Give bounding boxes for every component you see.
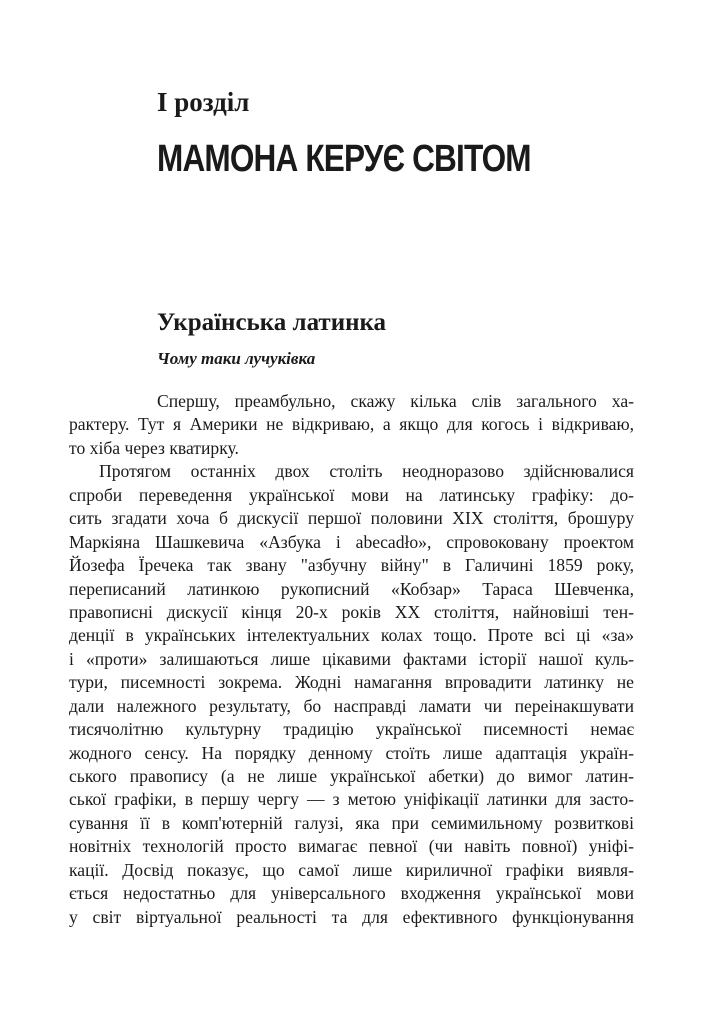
- text-line: спроби переведення української мови на латинську графіку: до-: [69, 484, 634, 505]
- paragraph: [69, 390, 634, 460]
- text-line: тури, писемності зокрема. Жодні намагання впровадити латинку не: [69, 672, 634, 693]
- text-line: кації. Досвід показує, що самої лише кириличної графіки виявля-: [69, 859, 634, 880]
- section-subtitle: Чому таки лучуківка: [157, 349, 316, 368]
- text-line: Спершу, преамбульно, скажу кілька слів загального ха-: [157, 391, 634, 411]
- text-line: правописні дискусії кінця 20-х років XX століття, найновіші тен-: [69, 601, 634, 622]
- paragraph: [69, 460, 634, 929]
- body-text: [69, 390, 634, 929]
- text-line: сування її в комп'ютерній галузі, яка при семимильному розвиткові: [69, 812, 634, 833]
- text-line: дали належного результату, бо насправді ламати чи переінакшувати: [69, 695, 634, 716]
- text-line: і «проти» залишаються лише цікавими фактами історії нашої куль-: [69, 648, 634, 669]
- text-line: переписаний латинкою рукописний «Кобзар» Тараса Шевченка,: [69, 578, 634, 599]
- text-line: ської графіки, в першу чергу — з метою уніфікації латинки для засто-: [69, 789, 634, 810]
- text-line: рактеру. Тут я Америки не відкриваю, а якщо для когось і відкриваю,: [69, 414, 634, 435]
- text-line: Протягом останніх двох століть неодноразово здійснювалися: [99, 461, 634, 482]
- chapter-label: І розділ: [157, 87, 250, 117]
- text-line: жодного сенсу. На порядку денному стоїть лише адаптація україн-: [69, 742, 634, 763]
- chapter-title: МАМОНА КЕРУЄ СВІТОМ: [157, 138, 531, 180]
- text-line: сить згадати хоча б дискусії першої половини XIX століття, брошуру: [69, 508, 634, 529]
- text-line: тисячолітню культурну традицію української писемності немає: [69, 719, 634, 740]
- text-line: ського правопису (а не лише української абетки) до вимог латин-: [69, 766, 634, 786]
- text-line: ється недостатньо для універсального входження української мови: [69, 883, 634, 904]
- text-line: у світ віртуальної реальності та для ефективного функціонування: [69, 906, 634, 927]
- text-line: новітніх технологій просто вимагає певної (чи навіть повної) уніфі-: [69, 836, 634, 857]
- text-line: Йозефа Їречека так звану "азбучну війну" в Галичині 1859 року,: [69, 555, 634, 576]
- text-line: то хіба через кватирку.: [69, 437, 239, 458]
- text-line: Маркіяна Шашкевича «Азбука і abecadło», спровоковану проектом: [69, 531, 634, 552]
- section-title: Українська латинка: [157, 309, 387, 336]
- text-line: денції в українських інтелектуальних колах тощо. Проте всі ці «за»: [69, 625, 634, 646]
